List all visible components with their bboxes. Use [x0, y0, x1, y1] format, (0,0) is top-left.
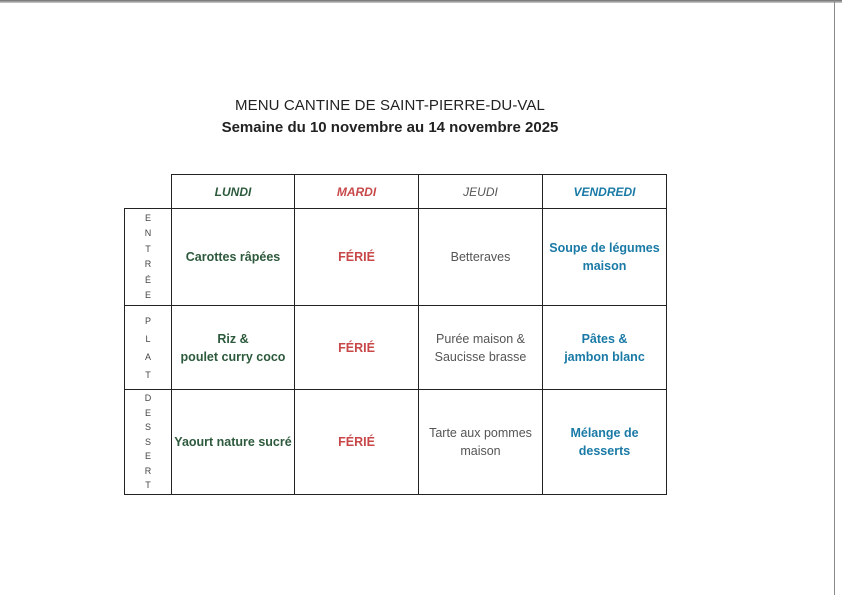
cell-dessert-jeudi: Tarte aux pommes maison — [429, 426, 532, 458]
row-label-letter: T — [145, 369, 151, 380]
row-label-entree — [125, 209, 171, 305]
cell-dessert-lundi: Yaourt nature sucré — [174, 435, 292, 449]
cell-plat-vendredi: Pâtes & jambon blanc — [564, 331, 645, 364]
row-label-letter: A — [144, 351, 151, 362]
row-label-letter: E — [144, 212, 151, 223]
row-label-plat — [125, 306, 171, 389]
row-label-letter: R — [144, 259, 152, 269]
row-label-letter: É — [144, 274, 151, 285]
scan-edge-top — [0, 0, 842, 3]
cell-dessert-mardi: FÉRIÉ — [338, 435, 375, 449]
table-border — [666, 174, 667, 495]
cell-plat-mardi: FÉRIÉ — [338, 340, 375, 355]
menu-table — [124, 174, 667, 495]
row-label-letter: S — [144, 422, 151, 433]
header-lundi: LUNDI — [214, 184, 252, 199]
row-label-letter: E — [144, 290, 151, 300]
cell-plat-jeudi: Purée maison & Saucisse brasse — [434, 331, 527, 364]
cell-dessert-vendredi: Mélange de desserts — [570, 426, 639, 458]
row-label-letter: E — [144, 407, 151, 418]
row-label-letter: L — [145, 333, 151, 344]
header-vendredi: VENDREDI — [573, 184, 636, 199]
cell-entree-mardi: FÉRIÉ — [338, 250, 375, 264]
week-subtitle: Semaine du 10 novembre au 14 novembre 2025 — [221, 119, 559, 136]
row-label-letter: T — [145, 480, 151, 491]
row-label-letter: P — [144, 315, 151, 326]
row-label-dessert — [125, 390, 171, 494]
cell-entree-lundi: Carottes râpées — [185, 250, 281, 264]
row-label-letter: N — [144, 228, 152, 238]
header-mardi: MARDI — [336, 184, 377, 199]
table-border — [124, 494, 667, 495]
cell-entree-vendredi: Soupe de légumes maison — [549, 241, 660, 273]
header-jeudi: JEUDI — [463, 184, 498, 199]
row-label-letter: E — [144, 451, 151, 462]
row-label-letter: T — [145, 243, 151, 254]
cell-plat-lundi: Riz & poulet curry coco — [180, 331, 286, 364]
row-label-letter: R — [144, 465, 152, 476]
row-label-letter: S — [144, 436, 151, 447]
row-label-letter: D — [144, 393, 152, 404]
header — [170, 96, 610, 138]
cell-entree-jeudi: Betteraves — [450, 250, 511, 264]
scan-edge-right — [834, 0, 835, 595]
page-title: MENU CANTINE DE SAINT-PIERRE-DU-VAL — [235, 97, 545, 114]
